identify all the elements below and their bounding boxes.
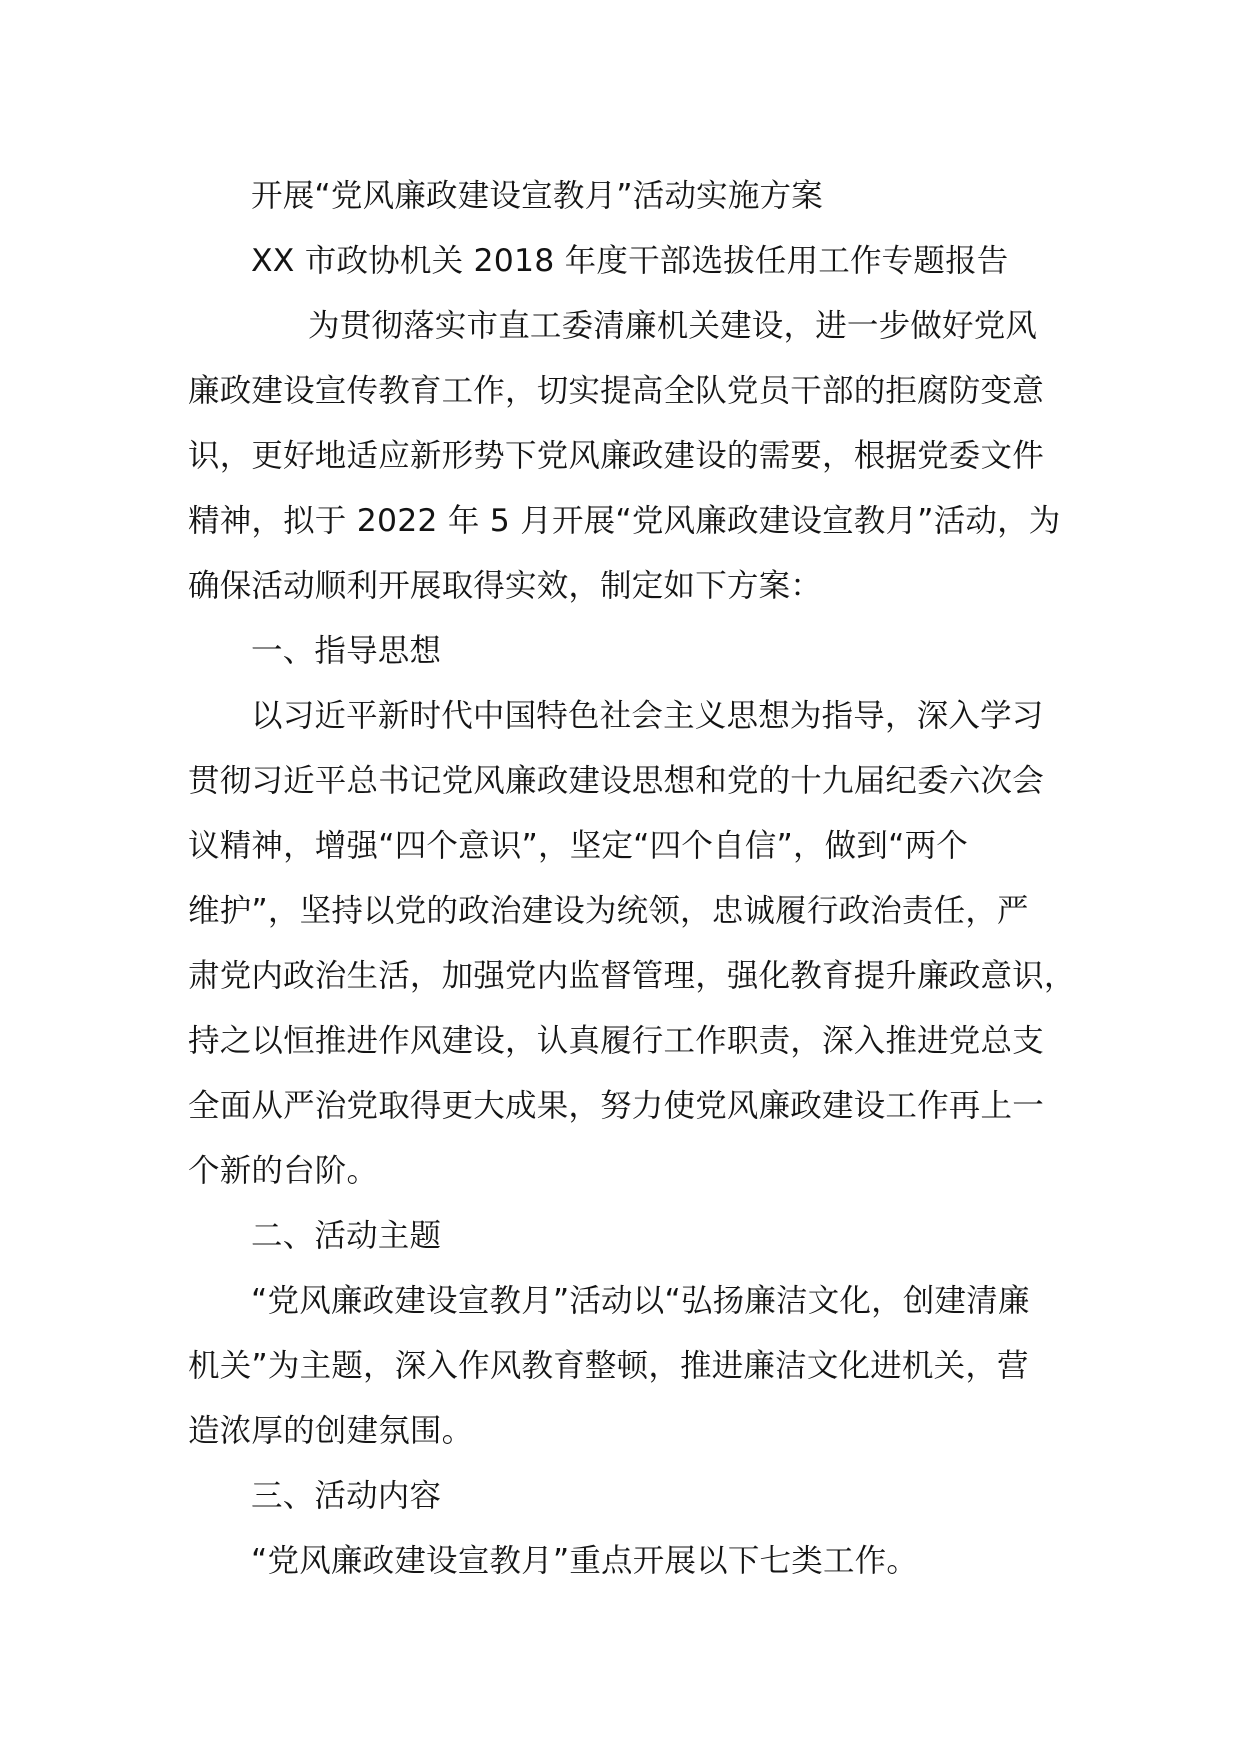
intro-paragraph: [188, 294, 1061, 619]
paragraph-line: 识，更好地适应新形势下党风廉政建设的需要，根据党委文件: [188, 438, 1044, 474]
activity-content-paragraph: [188, 1529, 1058, 1594]
section-heading-guiding-ideology: 一、指导思想: [251, 633, 442, 669]
paragraph-line: 维护”，坚持以党的政治建设为统领，忠诚履行政治责任，严: [188, 893, 1029, 929]
paragraph-line: 造浓厚的创建氛围。: [188, 1413, 474, 1449]
guiding-ideology-paragraph: [188, 684, 1076, 1204]
paragraph-line: 全面从严治党取得更大成果，努力使党风廉政建设工作再上一: [188, 1088, 1044, 1124]
activity-theme-paragraph: [188, 1269, 1058, 1464]
paragraph-line: 确保活动顺利开展取得实效，制定如下方案：: [188, 568, 823, 604]
section-heading-activity-content: 三、活动内容: [251, 1478, 442, 1514]
paragraph-line: “党风廉政建设宣教月”重点开展以下七类工作。: [251, 1543, 919, 1579]
paragraph-line: 以习近平新时代中国特色社会主义思想为指导，深入学习: [251, 698, 1044, 734]
document-subtitle: XX 市政协机关 2018 年度干部选拔任用工作专题报告: [251, 243, 1009, 279]
paragraph-line: 精神，拟于 2022 年 5 月开展“党风廉政建设宣教月”活动，为: [188, 503, 1061, 539]
document-title: 开展“党风廉政建设宣教月”活动实施方案: [251, 178, 823, 214]
section-heading-activity-theme: 二、活动主题: [251, 1218, 442, 1254]
paragraph-line: 肃党内政治生活，加强党内监督管理，强化教育提升廉政意识，: [188, 958, 1076, 994]
paragraph-line: 持之以恒推进作风建设，认真履行工作职责，深入推进党总支: [188, 1023, 1044, 1059]
paragraph-line: 机关”为主题，深入作风教育整顿，推进廉洁文化进机关，营: [188, 1348, 1029, 1384]
paragraph-line: “党风廉政建设宣教月”活动以“弘扬廉洁文化，创建清廉: [251, 1283, 1030, 1319]
paragraph-line: 议精神，增强“四个意识”，坚定“四个自信”，做到“两个: [188, 828, 968, 864]
paragraph-line: 个新的台阶。: [188, 1153, 379, 1189]
paragraph-line: 贯彻习近平总书记党风廉政建设思想和党的十九届纪委六次会: [188, 763, 1044, 799]
paragraph-line: 为贯彻落实市直工委清廉机关建设，进一步做好党风: [308, 308, 1038, 344]
document-body: [188, 164, 1076, 1594]
paragraph-line: 廉政建设宣传教育工作，切实提高全队党员干部的拒腐防变意: [188, 373, 1044, 409]
